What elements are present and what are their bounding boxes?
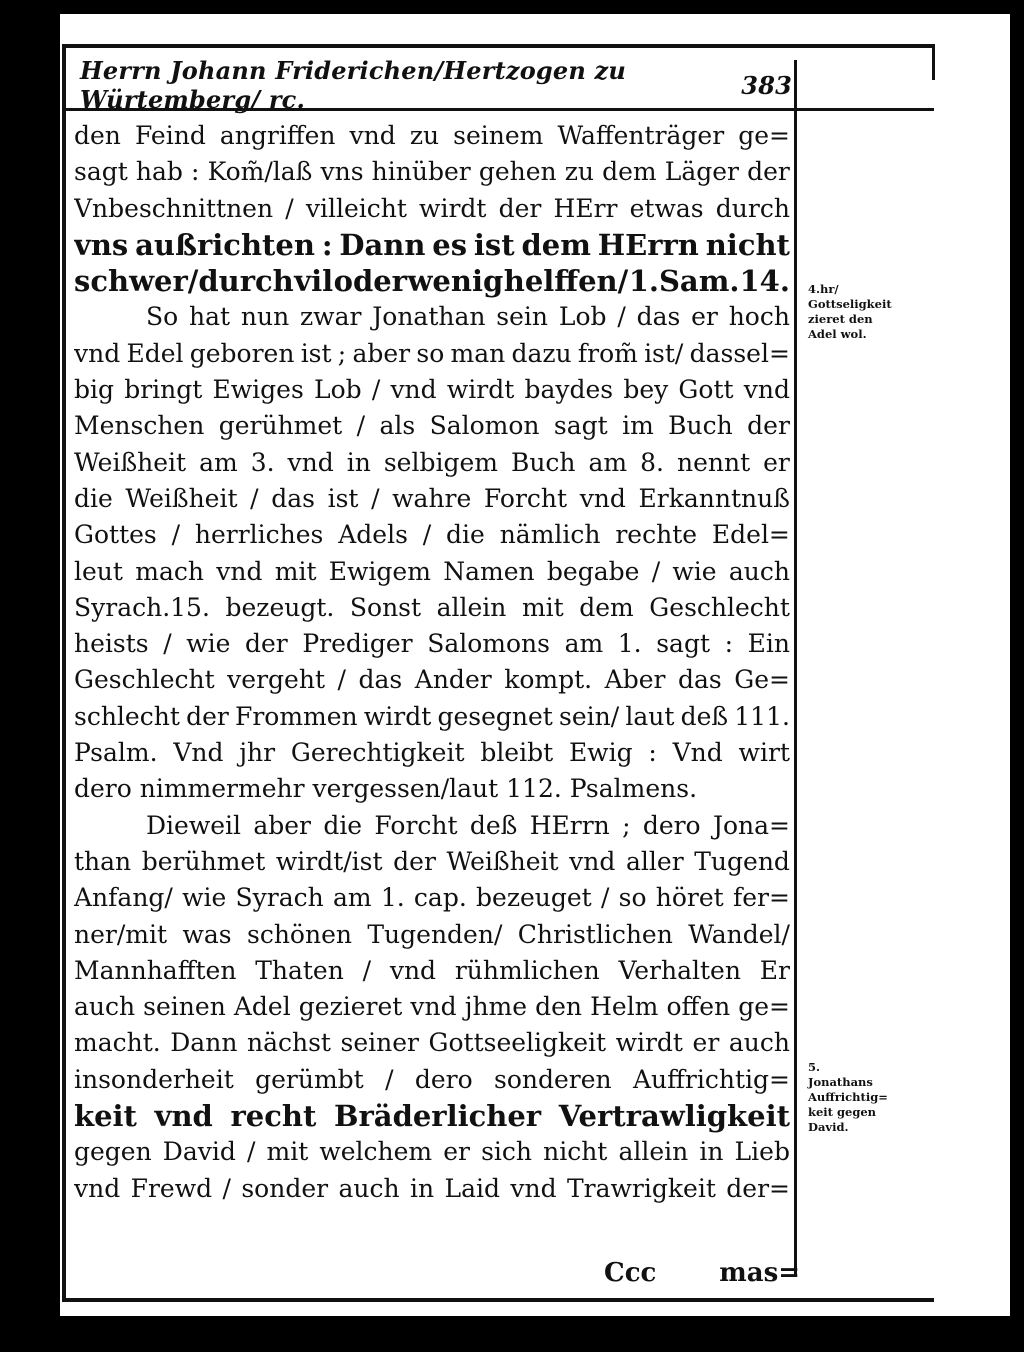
margin-note-1 (798, 282, 918, 342)
text-line: sagt hab : Kom̃/laß vns hinüber gehen zu dem Läger der (74, 157, 790, 187)
text-line: Dieweil aber die Forcht deß HErrn ; dero Jona= (146, 810, 790, 840)
frame-right-tick (932, 44, 935, 80)
text-line: vnd Edel geboren ist ; aber so man dazu from̃ ist/ dassel= (74, 338, 790, 368)
margin-note-line: Gottseligkeit (808, 297, 892, 311)
page-footer (74, 1258, 800, 1292)
margin-note-line: Jonathans (808, 1075, 873, 1089)
margin-note-2 (798, 1060, 918, 1135)
text-line: So hat nun zwar Jonathan sein Lob / das er hoch (146, 302, 790, 332)
text-line: dero nimmermehr vergessen/laut 112. Psalmens. (74, 774, 698, 804)
text-line: gegen David / mit welchem er sich nicht allein in Lieb (74, 1137, 790, 1167)
text-line: Weißheit am 3. vnd in selbigem Buch am 8. nennt er (74, 447, 790, 477)
margin-column-rule (794, 60, 797, 1275)
body-text (74, 118, 790, 1207)
text-line: schwer/durch vil oder wenig helffen/ 1.Sam.14. (74, 264, 790, 299)
running-header (80, 56, 792, 114)
text-line: Menschen gerühmet / als Salomon sagt im Buch der (74, 411, 790, 441)
scan-border-bottom (0, 1316, 1024, 1352)
text-line: ner/mit was schönen Tugenden/ Christlichen Wandel/ (74, 919, 790, 949)
text-line: macht. Dann nächst seiner Gottseeligkeit wirdt er auch (74, 1028, 790, 1058)
running-title: Herrn Johann Friderichen/Hertzogen zu Würtemberg/ rc. (80, 56, 627, 114)
margin-note-line: Adel wol. (808, 327, 867, 341)
text-line: die Weißheit / das ist / wahre Forcht vnd Erkanntnuß (74, 483, 790, 513)
page-number: 383 (741, 70, 792, 100)
text-line: auch seinen Adel gezieret vnd jhme den Helm offen ge= (74, 992, 790, 1022)
margin-note-line: zieret den (808, 312, 873, 326)
text-line: leut mach vnd mit Ewigem Namen begabe / wie auch (74, 556, 790, 586)
scan-border-right (1010, 0, 1024, 1352)
text-line: den Feind angriffen vnd zu seinem Waffenträger ge= (74, 121, 790, 150)
text-line: Syrach.15. bezeugt. Sonst allein mit dem Geschlecht (74, 592, 790, 622)
text-line: vns außrichten : Dann es ist dem HErrn nicht (74, 227, 790, 262)
margin-note-line: 4.hr/ (808, 282, 839, 296)
margin-note-line: David. (808, 1120, 849, 1134)
scan-border-left (0, 0, 60, 1352)
signature-mark: Ccc (604, 1258, 657, 1288)
text-line: Psalm. Vnd jhr Gerechtigkeit bleibt Ewig : Vnd wirt (74, 738, 790, 768)
text-line: heists / wie der Prediger Salomons am 1. sagt : Ein (74, 629, 790, 659)
catchword: mas= (719, 1258, 800, 1288)
margin-note-line: Auffrichtig= (808, 1090, 888, 1104)
text-line: Anfang/ wie Syrach am 1. cap. bezeuget / so höret fer= (74, 883, 790, 913)
text-line: Geschlecht vergeht / das Ander kompt. Aber das Ge= (74, 665, 790, 695)
text-line: Mannhafften Thaten / vnd rühmlichen Verhalten Er (74, 955, 790, 985)
text-line: Gottes / herrliches Adels / die nämlich rechte Edel= (74, 520, 790, 550)
text-line: big bringt Ewiges Lob / vnd wirdt baydes bey Gott vnd (74, 375, 790, 405)
text-line: than berühmet wirdt/ist der Weißheit vnd aller Tugend (74, 846, 790, 876)
scan-border-top (0, 0, 1024, 14)
text-line: schlecht der Frommen wirdt gesegnet sein/ laut deß 111. (74, 701, 790, 731)
margin-note-line: keit gegen (808, 1105, 877, 1119)
margin-note-line: 5. (808, 1060, 821, 1074)
text-line: vnd Frewd / sonder auch in Laid vnd Trawrigkeit der= (74, 1173, 790, 1203)
text-line: keit vnd recht Bräderlicher Vertrawligkeit (74, 1099, 790, 1134)
text-line: Vnbeschnittnen / villeicht wirdt der HErr etwas durch (74, 193, 790, 223)
text-line: insonderheit gerümbt / dero sonderen Auffrichtig= (74, 1064, 790, 1094)
